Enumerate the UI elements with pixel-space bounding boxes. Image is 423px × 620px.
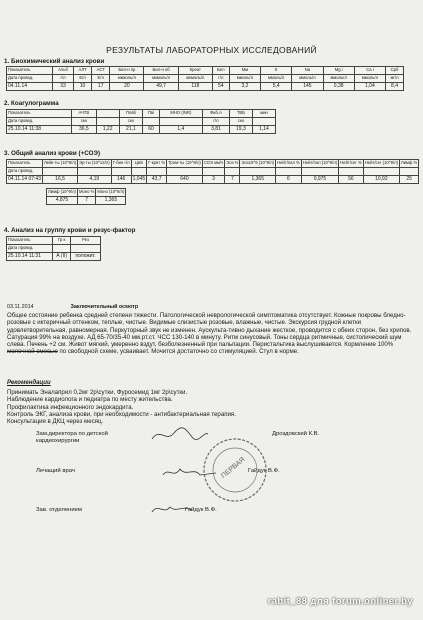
table-cell: 146 — [111, 176, 131, 184]
table-cell: 5,4 — [261, 83, 292, 91]
table-cell: Лимф (10^9/л) — [47, 189, 78, 197]
table-cell: Срб — [386, 67, 404, 75]
table-row — [7, 253, 101, 261]
table-cell: Гр к — [53, 237, 71, 245]
recommendations-heading: Рекомендации — [7, 380, 51, 386]
table-cell — [399, 168, 418, 176]
table-cell: Мм — [229, 67, 260, 75]
table-cell: МНО (INR) — [159, 110, 202, 118]
blood-group-table — [6, 236, 101, 261]
table-cell: ммоль/л — [323, 75, 354, 83]
table-cell: 3,2 — [229, 83, 260, 91]
table-cell: Нейт/пал (10^9/л) — [301, 160, 338, 168]
table-cell: АЧТВ — [72, 110, 97, 118]
table-cell — [96, 118, 119, 126]
table-cell: 7 — [225, 176, 240, 184]
table-cell: 4,875 — [47, 197, 78, 205]
table-cell — [202, 168, 224, 176]
head-name: Гайдук В.Ф. — [185, 507, 217, 513]
table-cell: 49,7 — [144, 83, 178, 91]
table-units-row — [7, 245, 101, 253]
table-cell: Дата провед. — [7, 245, 53, 253]
recommendation-line: Консультация в ДКЦ через месяц. — [7, 418, 104, 426]
table-cell: Пві — [143, 110, 160, 118]
table-cell: Моно (10^9/л) — [96, 189, 126, 197]
strikethrough-text: молочной смесью — [7, 348, 58, 356]
table-cell: Показатель — [7, 160, 43, 168]
table-cell: АЛТ — [73, 67, 91, 75]
table-cell: 19,3 — [229, 126, 252, 134]
table-cell — [159, 118, 202, 126]
table-header-row — [7, 110, 276, 118]
table-cell: Г-крит % — [147, 160, 167, 168]
table-cell: 33 — [53, 83, 74, 91]
doctor-name: Гайдук В.Ф. — [248, 468, 280, 474]
table-cell: мкмоль/л — [110, 75, 144, 83]
table-cell: мин — [252, 110, 275, 118]
table-cell: Бил-н об — [144, 67, 178, 75]
table-cell: Альб — [53, 67, 74, 75]
table-cell: Mg i — [323, 67, 354, 75]
table-cell: Лимф % — [399, 160, 418, 168]
table-cell: 20 — [110, 83, 144, 91]
table-cell: 60 — [143, 126, 160, 134]
table-cell: Нейт/сег % — [339, 160, 364, 168]
table-cell: г/л — [212, 75, 229, 83]
coag-table — [6, 109, 276, 134]
table-cell: Показатель — [7, 67, 53, 75]
table-cell: Цвіп — [131, 160, 147, 168]
table-cell: 1,22 — [96, 126, 119, 134]
conclusion-heading: Заключительный осмотр — [70, 304, 139, 310]
table-cell: г/л — [203, 118, 230, 126]
doctor-role: Лечащий врач — [36, 468, 75, 474]
table-cell: 8,4 — [386, 83, 404, 91]
table-cell — [131, 168, 147, 176]
table-cell: 10,92 — [363, 176, 399, 184]
table-cell: К — [261, 67, 292, 75]
table-cell: положит. — [71, 253, 101, 261]
table-cell: Е/л — [73, 75, 91, 83]
table-header-row — [47, 189, 126, 197]
table-cell: 1,14 — [252, 126, 275, 134]
deputy-role: Зам.директора по детской кардиохирургии — [36, 431, 108, 444]
table-row — [7, 176, 419, 184]
table-cell: Эоз % — [225, 160, 240, 168]
table-cell: мг/л — [386, 75, 404, 83]
recommendation-line: Контроль ЭКГ, анализа крови, при необходимости - антибактериальная терапия. — [7, 410, 236, 418]
table-cell: 4,19 — [78, 176, 112, 184]
table-cell: Лейк-ты (10^9/л) — [43, 160, 78, 168]
table-cell: Эоз10^9 (10^9/л) — [240, 160, 276, 168]
section-heading-blood-group: 4. Анализ на группу крови и резус-фактор — [4, 227, 136, 234]
table-cell: 54 — [212, 83, 229, 91]
table-cell — [363, 168, 399, 176]
table-cell: ммоль/л — [354, 75, 385, 83]
table-cell: А (II) — [53, 253, 71, 261]
cbc-table — [6, 159, 419, 184]
table-cell — [147, 168, 167, 176]
conclusion-text-end: по свободной схеме, усваивает. Мочится достаточно со стимуляцией. Стул в норме. — [57, 348, 299, 356]
table-cell: 36,5 — [72, 126, 97, 134]
table-cell: 0,38 — [323, 83, 354, 91]
table-cell — [143, 118, 160, 126]
table-cell: 6 — [276, 176, 302, 184]
recommendations-list — [7, 389, 412, 425]
table-header-row — [7, 160, 419, 168]
conclusion-paragraph — [7, 312, 412, 356]
table-cell: Рез — [71, 237, 101, 245]
section-heading-cbc: 3. Общий анализ крови (+СОЭ) — [4, 150, 101, 157]
table-cell — [301, 168, 338, 176]
table-cell: 145 — [292, 83, 323, 91]
table-row — [7, 126, 276, 134]
table-row — [47, 197, 126, 205]
table-header-row — [7, 237, 101, 245]
table-cell: 17 — [92, 83, 110, 91]
biochem-table — [6, 66, 404, 91]
table-cell: Дата провед. — [7, 75, 53, 83]
table-cell: Креат — [178, 67, 212, 75]
watermark-footer: rabit_88 для forum.onliner.by — [267, 596, 413, 607]
table-cell: Нейт/сег (10^9/л) — [363, 160, 399, 168]
table-cell: Na — [292, 67, 323, 75]
head-role: Зав. отделением — [36, 507, 82, 513]
deputy-name: Дроздовский К.В. — [272, 431, 320, 437]
table-cell: 0,975 — [301, 176, 338, 184]
signature-scribble — [150, 500, 195, 518]
table-cell: 118 — [178, 83, 212, 91]
table-cell — [111, 168, 131, 176]
cbc-subtable — [46, 188, 126, 205]
table-cell: 43,7 — [147, 176, 167, 184]
table-cell: 3 — [202, 176, 224, 184]
table-cell: 640 — [167, 176, 203, 184]
table-cell: ммоль/л — [261, 75, 292, 83]
table-cell: Е/л — [92, 75, 110, 83]
table-units-row — [7, 168, 419, 176]
table-cell: 1,4 — [159, 126, 202, 134]
table-cell: 1,365 — [240, 176, 276, 184]
table-cell: 1,04 — [354, 83, 385, 91]
table-cell: Эр-ты (10^12/л) — [78, 160, 112, 168]
table-cell: 21,1 — [119, 126, 143, 134]
table-cell: 10 — [73, 83, 91, 91]
table-units-row — [7, 75, 404, 83]
table-cell: АСТ — [92, 67, 110, 75]
table-cell: 25 — [399, 176, 418, 184]
recommendation-line: Профилактика инфекционного эндокардита. — [7, 403, 134, 411]
table-cell — [167, 168, 203, 176]
table-cell — [252, 118, 275, 126]
table-cell: 25.10.14 11:31 — [7, 253, 53, 261]
table-cell: 3,81 — [203, 126, 230, 134]
table-cell — [240, 168, 276, 176]
table-cell — [53, 245, 71, 253]
table-cell: Дата провед. — [7, 118, 72, 126]
table-cell: Бил-н пр — [110, 67, 144, 75]
table-cell: сек — [72, 118, 97, 126]
table-cell: Показатель — [7, 237, 53, 245]
table-cell: Нейт/пал % — [276, 160, 302, 168]
table-cell: СОЭ мм/ч — [202, 160, 224, 168]
table-units-row — [7, 118, 276, 126]
section-heading-coag: 2. Коагулограмма — [4, 100, 59, 107]
table-cell — [96, 110, 119, 118]
table-cell: Плвб — [119, 110, 143, 118]
page-title: РЕЗУЛЬТАТЫ ЛАБОРАТОРНЫХ ИССЛЕДОВАНИЙ — [106, 45, 317, 55]
conclusion-date: 03.11.2014 — [7, 304, 34, 310]
table-cell: ммоль/л — [292, 75, 323, 83]
table-cell: Г-бин г/л — [111, 160, 131, 168]
table-cell: ТВБ — [229, 110, 252, 118]
table-cell — [225, 168, 240, 176]
table-cell: 7 — [77, 197, 95, 205]
table-row — [7, 83, 404, 91]
recommendation-line: Наблюдение кардиолога и педиатра по месту жительства. — [7, 396, 173, 404]
table-cell: г/л — [53, 75, 74, 83]
table-cell: Моно % — [77, 189, 95, 197]
table-cell: 04.11.14 — [7, 83, 53, 91]
stamp — [200, 435, 270, 505]
table-cell: сек — [119, 118, 143, 126]
table-cell: 56 — [339, 176, 364, 184]
table-cell: мкмоль/л — [144, 75, 178, 83]
table-cell: сек — [229, 118, 252, 126]
table-cell: Дата провед. — [7, 168, 43, 176]
stamp-text: ПЕРВАЯ — [220, 456, 247, 480]
table-cell — [78, 168, 112, 176]
table-cell — [43, 168, 78, 176]
table-header-row — [7, 67, 404, 75]
table-cell: 16,5 — [43, 176, 78, 184]
conclusion-text: Общее состояние ребенка средней степени тяжести. Патологической неврологической симптоматика отсутствует. Кожные покровы бледно-розовые с иктеричный оттенком, теплые, чистые. Видимые слизистые розовые, влажные, чистые. Экскурсия грудной клетки удовлетворительная, равномерная. Перкуторный звук не изменен. Аускульта-тивно дыхание жесткое, проводится с обеих сторон, без хрипов. Сатурация 99% на воздухе. АД 65-70/35-40 мм.рт.ст. ЧСС 130-140 в минуту. Ритм синусовый. Тоны сердца ритмичные, систолический шум слева. Печень +2 см. Живот мягкий, умеренно вздут, безболезненный при пальпации. Перистальтика выслушивается. Кормление 100% — [7, 312, 412, 349]
table-cell: Фиб.А — [203, 110, 230, 118]
section-heading-biochem: 1. Биохимический анализ крови — [4, 58, 105, 65]
table-cell — [276, 168, 302, 176]
table-cell: 25.10.14 11:38 — [7, 126, 72, 134]
table-cell: Бел — [212, 67, 229, 75]
table-cell: Показатель — [7, 110, 72, 118]
table-cell: 1,045 — [132, 175, 146, 182]
table-cell: 1,365 — [96, 197, 126, 205]
table-cell: Тром-ты (10^9/л) — [167, 160, 203, 168]
recommendation-line: Принимать Эналаприл 0,2мг 2р\сутки, Фуросемид 1мг 2р\сутки. — [7, 389, 188, 396]
table-cell: 04.11.14 07:43 — [8, 175, 41, 182]
table-cell — [71, 245, 101, 253]
table-cell: Ca i — [354, 67, 385, 75]
table-cell: ммоль/л — [229, 75, 260, 83]
table-cell: мкмоль/л — [178, 75, 212, 83]
conclusion-header — [7, 304, 138, 310]
table-cell — [339, 168, 364, 176]
